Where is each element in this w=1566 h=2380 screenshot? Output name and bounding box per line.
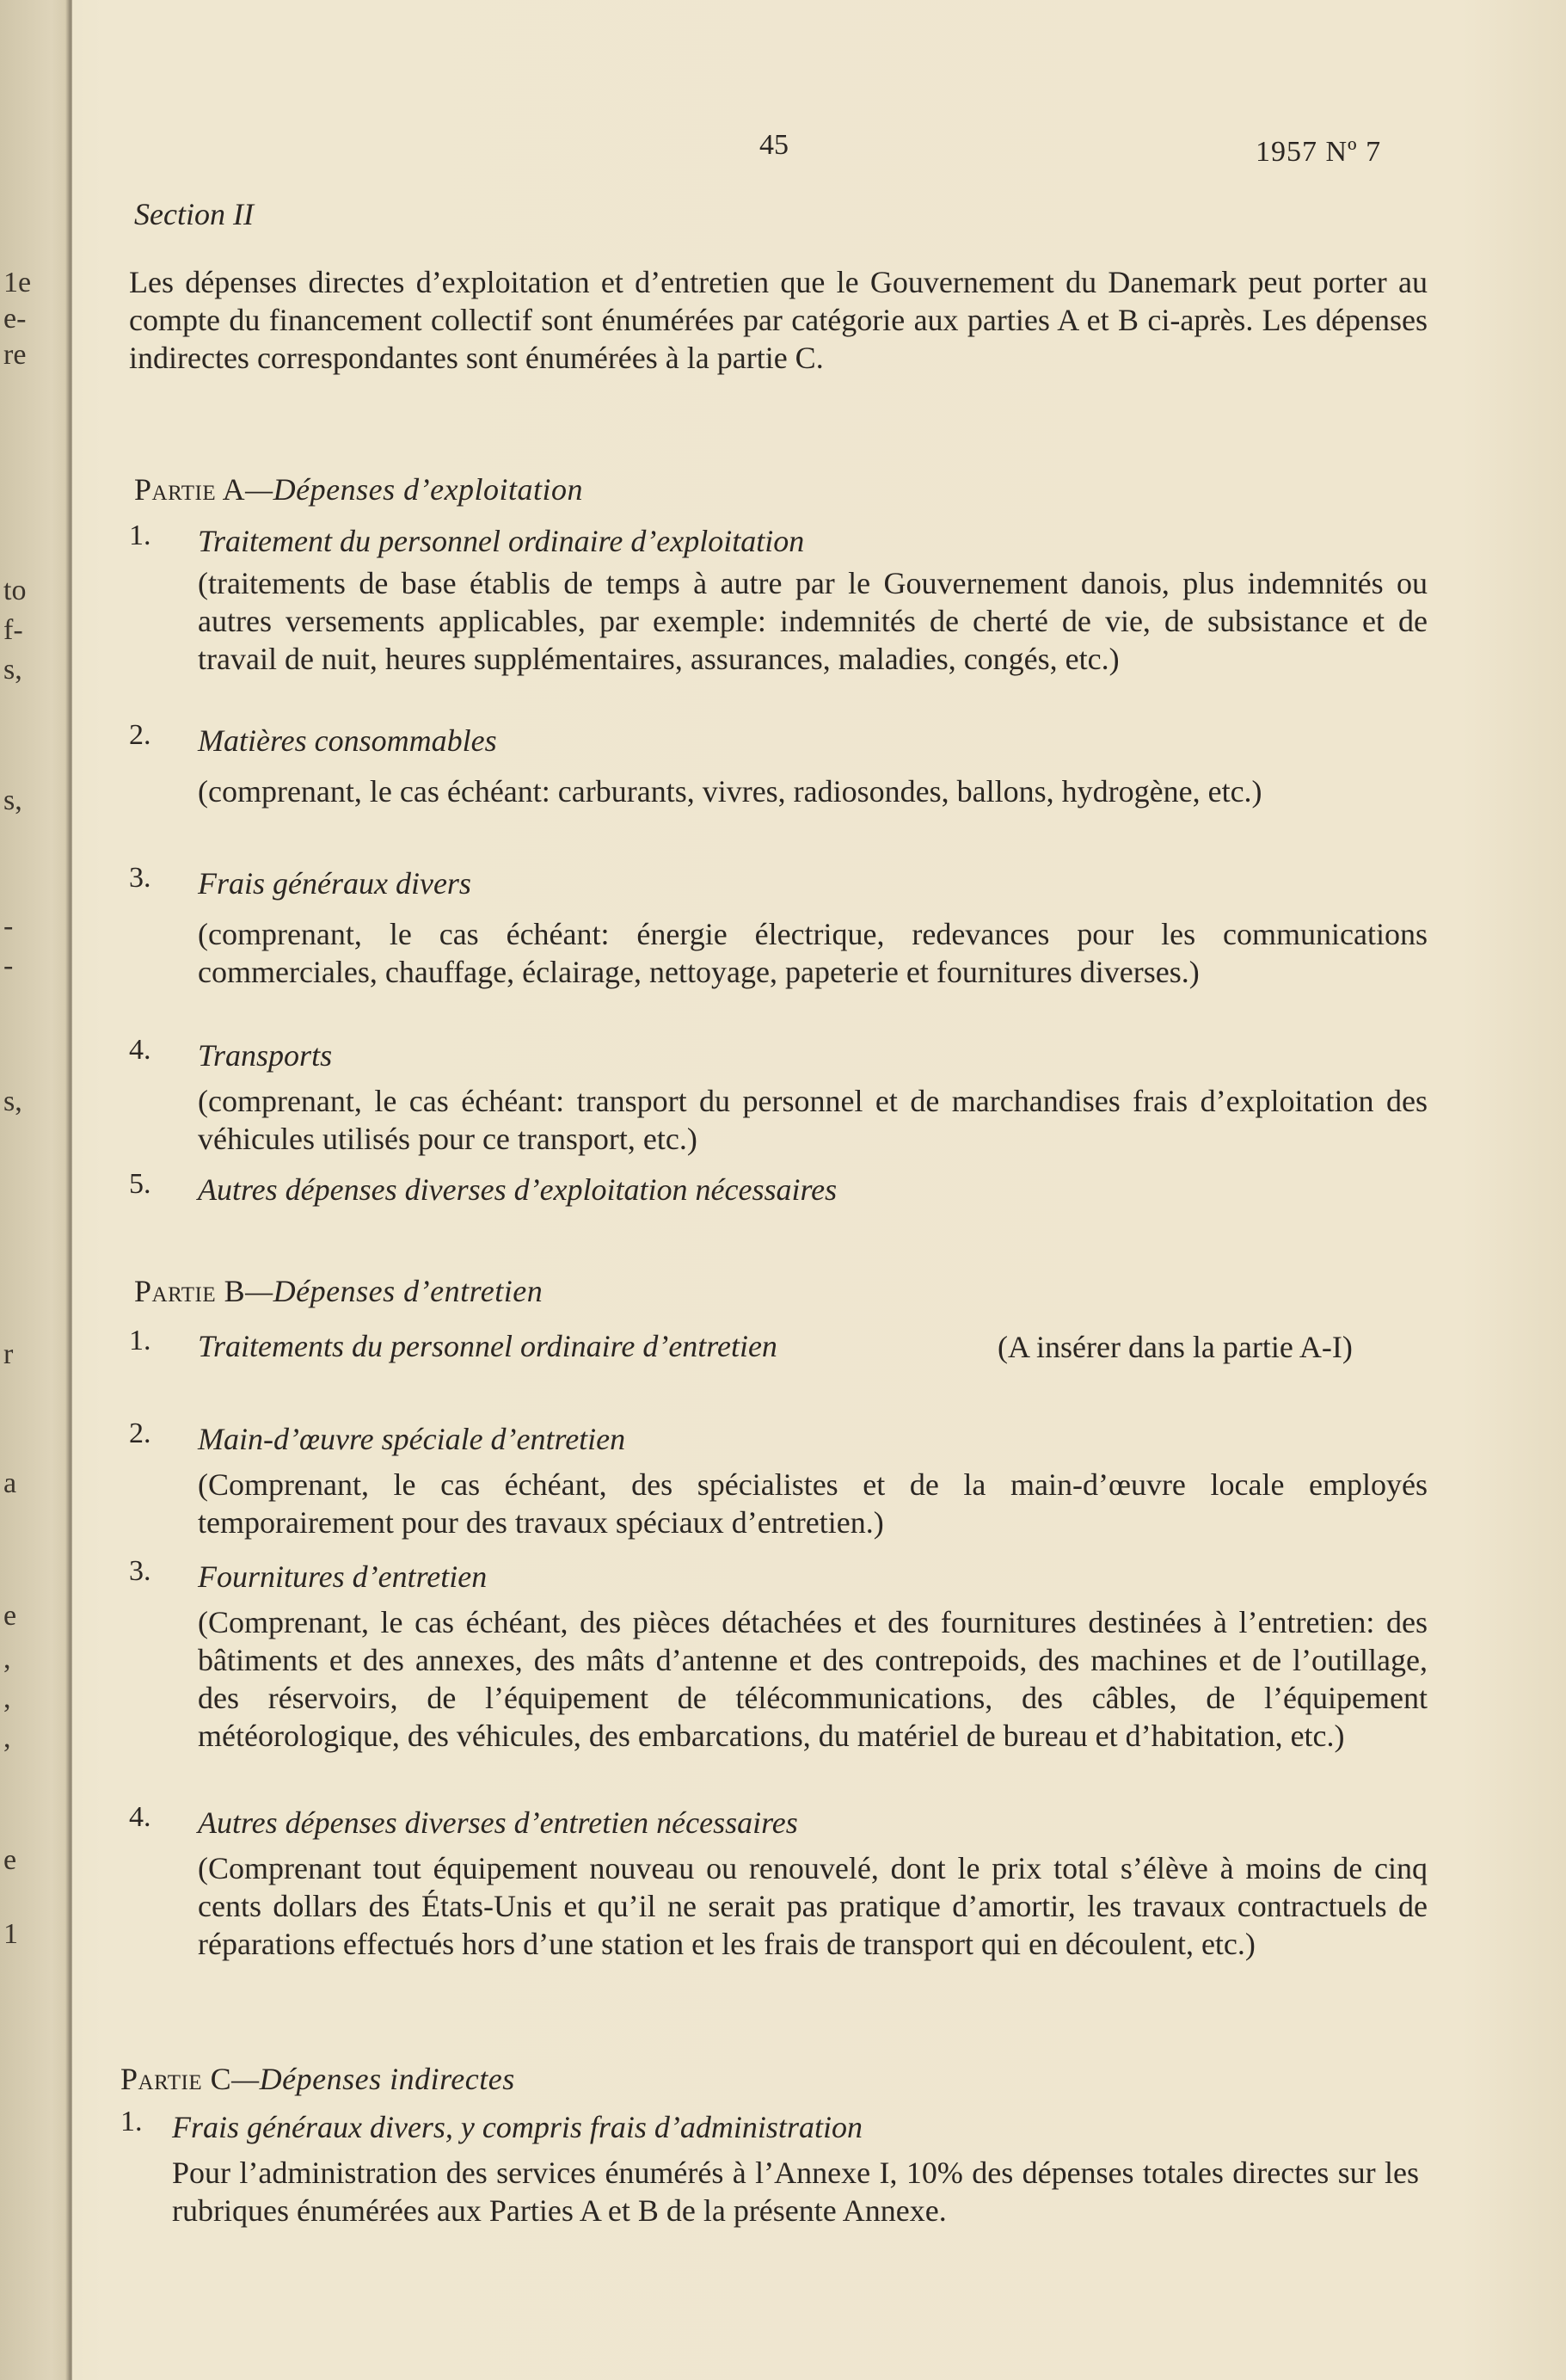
margin-fragment: e (3, 1844, 17, 1876)
margin-fragment: e (3, 1600, 17, 1632)
item-title: Autres dépenses diverses d’exploitation nécessaires (198, 1172, 838, 1207)
item-title: Autres dépenses diverses d’entretien nécessaires (198, 1805, 798, 1840)
part-b-label: Partie B (134, 1274, 246, 1308)
item-title: Transports (198, 1038, 333, 1073)
margin-fragment: 1e (3, 267, 32, 298)
item-title: Matières consommables (198, 723, 497, 758)
part-a-label: Partie A (134, 472, 246, 507)
section-intro: Les dépenses directes d’exploitation et d’entretien que le Gouvernement du Danemark peut porter au compte du financement collectif sont énumérées par catégorie aux parties A et B ci-après. Les dépenses indirectes correspondantes sont énumérées à la partie C. (129, 265, 1428, 375)
item-description: (traitements de base établis de temps à autre par le Gouvernement danois, plus indemnités ou autres versements applicables, par exemple: indemnités de cherté de vie, de subsistance et de travail de nuit, heures supplémentaires, assurances, maladies, congés, etc.) (198, 566, 1428, 676)
section-title: Section II (134, 197, 254, 231)
item-description: (comprenant, le cas échéant: carburants, vivres, radiosondes, ballons, hydrogène, etc.) (198, 774, 1262, 809)
part-c-label: Partie C (120, 2062, 232, 2096)
item-description: (Comprenant tout équipement nouveau ou renouvelé, dont le prix total s’élève à moins de cinq cents dollars des États-Unis et qu’il ne serait pas pratique d’amortir, les travaux contractuels de réparations effectués hors d’une station et les frais de transport qui en découlent, etc.) (198, 1851, 1428, 1961)
margin-fragment: a (3, 1467, 17, 1499)
margin-fragment: s, (3, 1085, 22, 1117)
margin-fragment: r (3, 1338, 14, 1370)
margin-fragment: to (3, 575, 27, 606)
item-title: Fournitures d’entretien (198, 1559, 488, 1594)
item-title: Frais généraux divers, y compris frais d’administration (172, 2110, 863, 2144)
margin-fragment: 1 (3, 1918, 18, 1950)
item-number: 1. (129, 520, 151, 551)
item-number: 5. (129, 1168, 151, 1200)
page-header (0, 129, 1566, 181)
item-number: 3. (129, 1555, 151, 1587)
margin-fragment: - (3, 910, 14, 942)
item-description: (comprenant, le cas échéant: énergie électrique, redevances pour les communications commerciales, chauffage, éclairage, nettoyage, papeterie et fournitures diverses.) (198, 917, 1428, 989)
margin-fragment: s, (3, 784, 22, 816)
margin-fragment: s, (3, 654, 22, 686)
part-a-title: —Dépenses d’exploitation (245, 472, 584, 507)
item-description: Pour l’administration des services énumérés à l’Annexe I, 10% des dépenses totales directes sur les rubriques énumérées aux Parties A et B de la présente Annexe. (172, 2156, 1419, 2228)
item-number: 2. (129, 1418, 151, 1449)
margin-fragment: re (3, 339, 27, 371)
margin-fragment: , (3, 1722, 11, 1754)
item-number: 4. (129, 1034, 151, 1066)
item-title: Traitement du personnel ordinaire d’exploitation (198, 524, 805, 558)
item-title: Main-d’œuvre spéciale d’entretien (198, 1422, 626, 1456)
item-title: Traitements du personnel ordinaire d’entretien (198, 1329, 777, 1363)
item-description: (comprenant, le cas échéant: transport du personnel et de marchandises frais d’exploitation des véhicules utilisés pour ce transport, etc.) (198, 1084, 1428, 1156)
part-a-heading (134, 471, 583, 507)
item-number: 1. (129, 1325, 151, 1356)
item-description: (Comprenant, le cas échéant, des spécialistes et de la main-d’œuvre locale employés temporairement pour des travaux spéciaux d’entretien.) (198, 1467, 1428, 1540)
document-reference: 1957 Nº 7 (1256, 136, 1382, 168)
part-b-heading (134, 1273, 543, 1309)
item-number: 2. (129, 719, 151, 751)
margin-fragment: , (3, 1643, 11, 1675)
item-title: Frais généraux divers (198, 866, 471, 901)
item-number: 4. (129, 1801, 151, 1833)
item-description: (Comprenant, le cas échéant, des pièces détachées et des fournitures destinées à l’entretien: des bâtiments et des annexes, des mâts d’antenne et des contrepoids, des machines et de l’outillage, des réservoirs, de l’équipement de télécommunications, des câbles, de l’équipement météorologique, des véhicules, des embarcations, du matériel de bureau et d’habitation, etc.) (198, 1605, 1428, 1753)
item-title-suffix: (A insérer dans la partie A-I) (998, 1330, 1353, 1364)
margin-fragment: f- (3, 614, 23, 646)
page-number: 45 (759, 129, 789, 161)
part-b-title: —Dépenses d’entretien (245, 1274, 543, 1308)
margin-fragment: , (3, 1682, 11, 1714)
margin-fragment: e- (3, 303, 27, 335)
margin-fragment: - (3, 950, 14, 981)
item-number: 1. (120, 2106, 143, 2137)
part-c-title: —Dépenses indirectes (231, 2062, 515, 2096)
item-number: 3. (129, 862, 151, 894)
part-c-heading (120, 2061, 515, 2097)
